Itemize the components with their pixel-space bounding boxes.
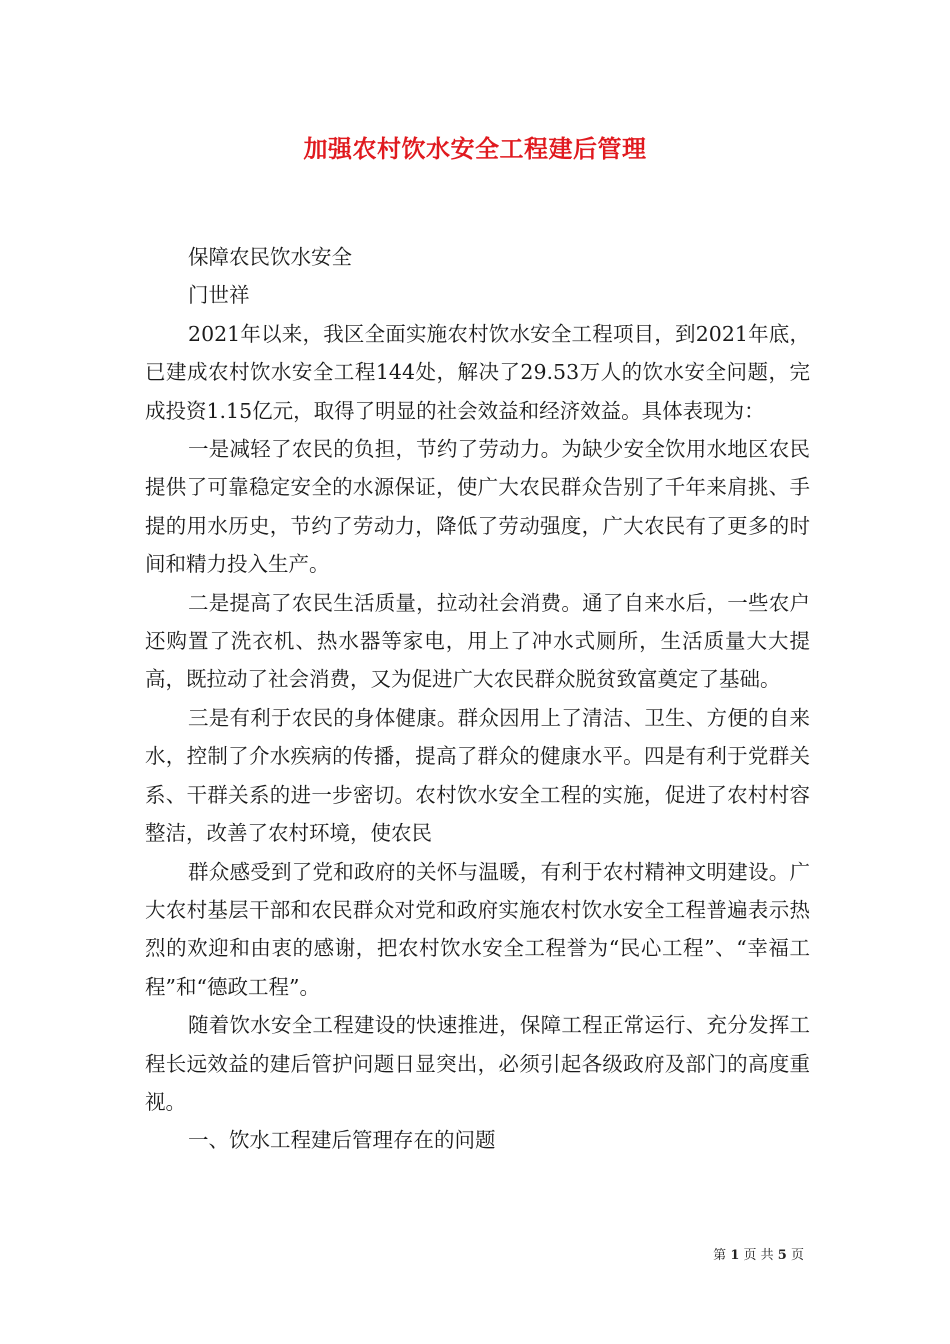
body-paragraph: 三是有利于农民的身体健康。群众因用上了清洁、卫生、方便的自来水，控制了介水疾病的传播，提高了群众的健康水平。四是有利于党群关系、干群关系的进一步密切。农村饮水安全工程的实施，促进了农村村容整洁，改善了农村环境，使农民 (145, 705, 810, 846)
footer-total-pages: 5 (777, 1248, 787, 1263)
body-paragraph: 一是减轻了农民的负担，节约了劳动力。为缺少安全饮用水地区农民提供了可靠稳定安全的水源保证，使广大农民群众告别了千年来肩挑、手提的用水历史，节约了劳动力，降低了劳动强度，广大农民有了更多的时间和精力投入生产。 (145, 437, 810, 577)
footer-suffix: 页 (790, 1248, 804, 1263)
footer-prefix: 第 (713, 1248, 727, 1263)
body-paragraph: 群众感受到了党和政府的关怀与温暖，有利于农村精神文明建设。广大农村基层干部和农民群众对党和政府实施农村饮水安全工程普遍表示热烈的欢迎和由衷的感谢，把农村饮水安全工程誉为“民心工程”、“幸福工程”和“德政工程”。 (145, 859, 810, 999)
page-footer (713, 1248, 804, 1264)
section-heading: 一、饮水工程建后管理存在的问题 (188, 1128, 496, 1153)
footer-page-number: 1 (730, 1248, 740, 1263)
body-paragraph: 二是提高了农民生活质量，拉动社会消费。通了自来水后，一些农户还购置了洗衣机、热水器等家电，用上了冲水式厕所，生活质量大大提高，既拉动了社会消费，又为促进广大农民群众脱贫致富奠定了基础。 (145, 590, 810, 692)
author-paragraph: 门世祥 (188, 283, 250, 308)
document-body (145, 238, 810, 1160)
body-paragraph: 随着饮水安全工程建设的快速推进，保障工程正常运行、充分发挥工程长远效益的建后管护问题日显突出，必须引起各级政府及部门的高度重视。 (145, 1013, 810, 1114)
document-title: 加强农村饮水安全工程建后管理 (303, 134, 647, 163)
footer-middle: 页 共 (743, 1248, 774, 1263)
body-paragraph: 2021年以来，我区全面实施农村饮水安全工程项目，到2021年底，已建成农村饮水安全工程144处，解决了29.53万人的饮水安全问题，完成投资1.15亿元，取得了明显的社会效益和经济效益。具体表现为： (145, 321, 810, 423)
subtitle-paragraph: 保障农民饮水安全 (188, 245, 353, 269)
